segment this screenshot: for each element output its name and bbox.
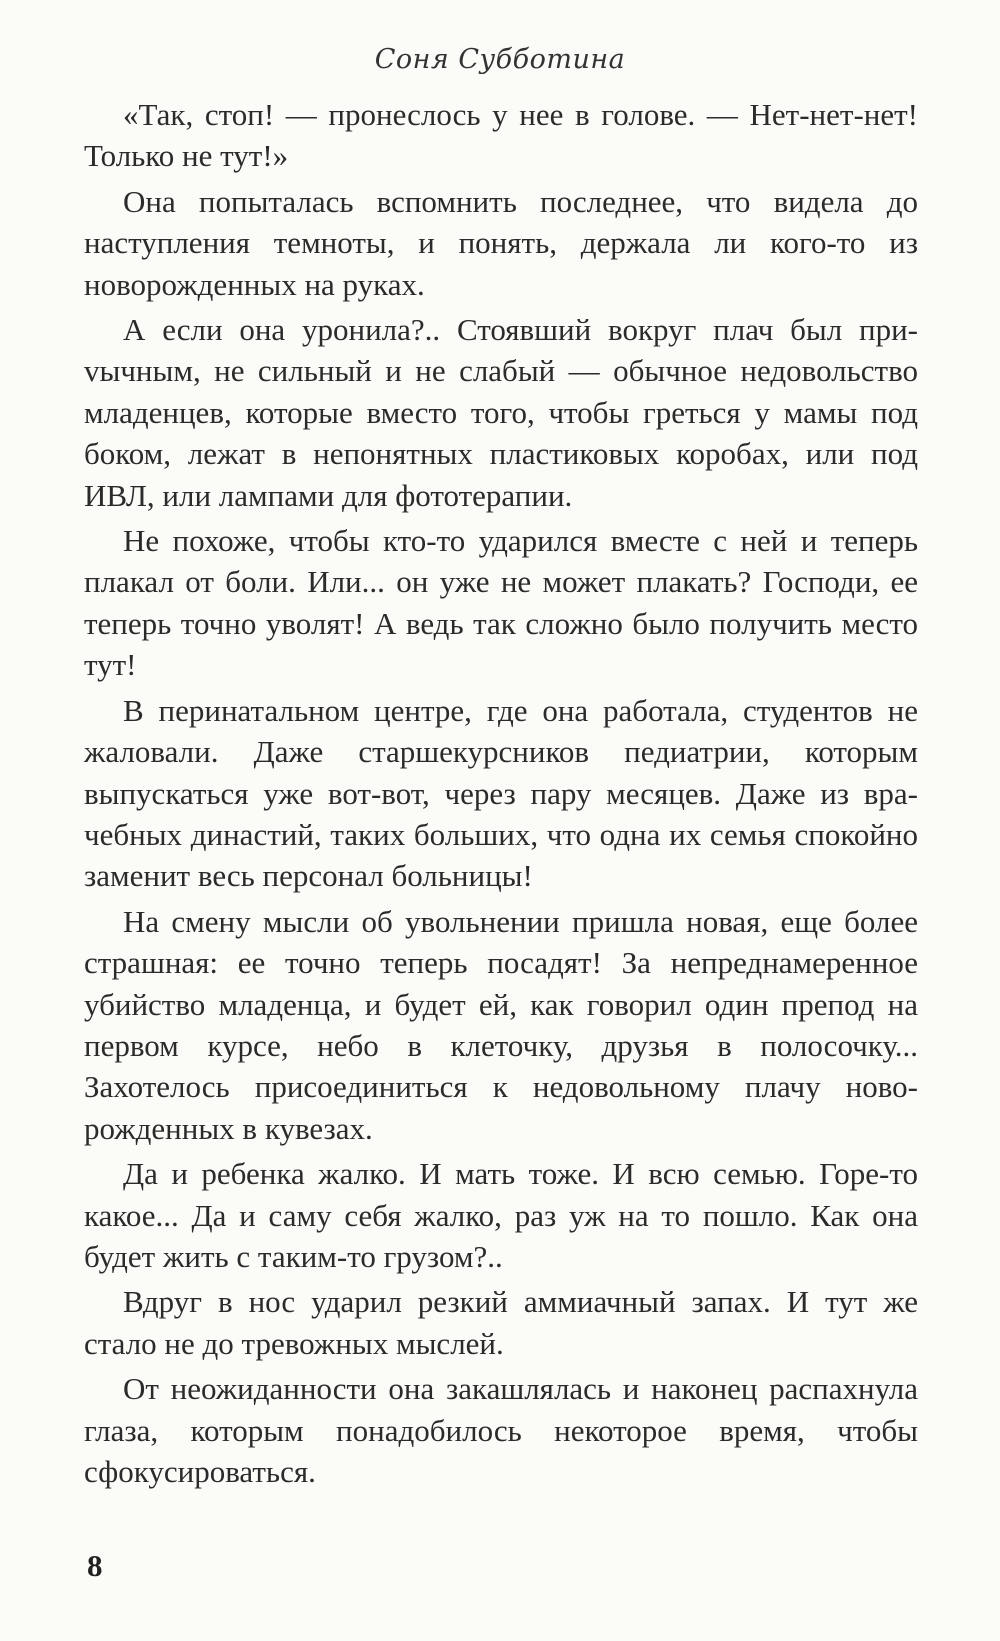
running-head-author: Соня Субботина — [374, 44, 626, 75]
body-text — [84, 94, 918, 1492]
paragraph: Она попыталась вспомнить последнее, что видела до наступления темноты, и понять, держала ли кого-то из новорожденных на руках. — [84, 183, 918, 302]
paragraph: А если она уронила?.. Стоявший вокруг плач был приvычным, не сильный и не слабый — обычное недовольство младенцев, которые вместо того, чтобы греться у мамы под боком, лежат в непонятных пластиковых коробах, или под ИВЛ, или лампами для фототерапии. — [84, 312, 918, 513]
paragraph: От неожиданности она закашлялась и наконец распахнула глаза, которым понадобилось некоторое время, чтобы сфокусироваться. — [84, 1371, 918, 1489]
paragraph: В перинатальном центре, где она работала, студентов не жаловали. Даже старшекурсников педиатрии, которым выпускаться уже вот-вот, через пару месяцев. Даже из врачебных династий, таких больших, что одна их семья спокойно заменит весь персонал больницы! — [84, 692, 918, 894]
page-number: 8 — [87, 1548, 103, 1583]
paragraph: Да и ребенка жалко. И мать тоже. И всю семью. Горе-то какое... Да и саму себя жалко, раз уж на то пошло. Как она будет жить с таким-то грузом?.. — [84, 1156, 918, 1274]
paragraph: Не похоже, чтобы кто-то ударился вместе с ней и теперь плакал от боли. Или... он уже не может плакать? Господи, ее теперь точно уволят! А ведь так сложно было получить место тут! — [84, 523, 918, 683]
paragraph: «Так, стоп! — пронеслось у нее в голове. — Нет-нет-нет! Только не тут!» — [84, 97, 918, 174]
paragraph: Вдруг в нос ударил резкий аммиачный запах. И тут же стало не до тревожных мыслей. — [84, 1284, 918, 1361]
paragraph: На смену мысли об увольнении пришла новая, еще более страшная: ее точно теперь посадят! За непреднамеренное убийство младенца, и будет ей, как говорил один препод на первом курсе, небо в клеточку, друзья в полосочку... Захотелось присоединиться к недовольному плачу новорожденных в кувезах. — [84, 903, 918, 1146]
